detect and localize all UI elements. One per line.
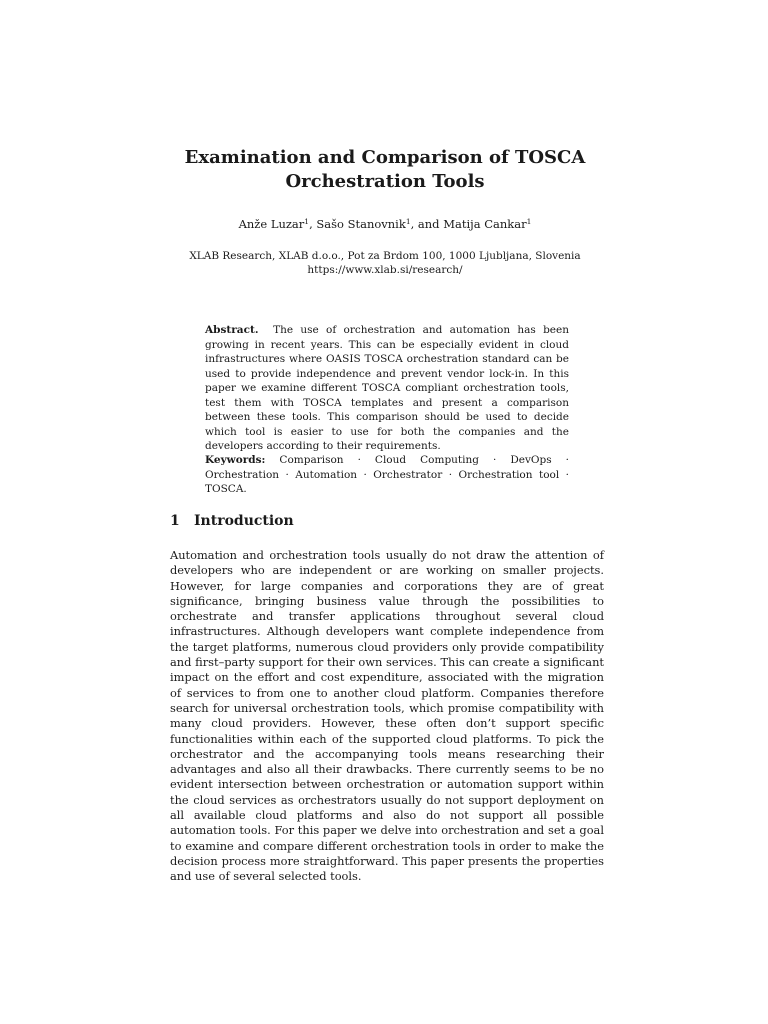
section-number: 1: [170, 513, 180, 529]
section-title: Introduction: [194, 513, 294, 529]
author-separator: , and: [410, 217, 444, 231]
keywords-label: Keywords:: [205, 454, 266, 466]
keywords: [205, 453, 569, 497]
author-name: Sašo Stanovnik: [316, 217, 406, 231]
section-body: Automation and orchestration tools usually do not draw the attention of developers who are independent or are working on smaller projects. However, for large companies and corporations they are of great significance, bringing business value through the possibilities to orchestrate and transfer applications throughout several cloud infrastructures. Although developers want complete independence from the target platforms, numerous cloud providers only provide compatibility and first–party support for their own services. This can create a significant impact on the effort and cost expenditure, associated with the migration of services to from one to another cloud platform. Companies therefore search for universal orchestration tools, which promise compatibility with many cloud providers. However, these often don’t support specific functionalities within each of the supported cloud platforms. To pick the orchestrator and the accompanying tools means researching their advantages and also all their drawbacks. There currently seems to be no evident intersection between orchestration or automation support within the cloud services as orchestrators usually do not support deployment on all available cloud platforms and also do not support all possible automation tools. For this paper we delve into orchestration and set a goal to examine and compare different orchestration tools in order to make the decision process more straightforward. This paper presents the properties and use of several selected tools.: [170, 548, 604, 884]
author-affiliation-mark: 1: [405, 217, 411, 226]
abstract: [205, 323, 569, 454]
paper-title: [140, 146, 630, 194]
author-name: Matija Cankar: [443, 217, 527, 231]
author-separator: ,: [309, 217, 317, 231]
affiliation-block: [120, 249, 650, 277]
section-heading: [170, 511, 294, 531]
author-name: Anže Luzar: [238, 217, 305, 231]
keywords-text: Comparison · Cloud Computing · DevOps · Orchestration · Automation · Orchestrator · Orchestration tool · TOSCA.: [205, 454, 569, 495]
affiliation-url: https://www.xlab.si/research/: [307, 264, 463, 276]
title-line-2: Orchestration Tools: [285, 171, 485, 192]
author-affiliation-mark: 1: [304, 217, 310, 226]
author-list: [140, 217, 630, 232]
abstract-text: The use of orchestration and automation has been growing in recent years. This can be especially evident in cloud infrastructures where OASIS TOSCA orchestration standard can be used to provide independence and prevent vendor lock-in. In this paper we examine different TOSCA compliant orchestration tools, test them with TOSCA templates and present a comparison between these tools. This comparison should be used to decide which tool is easier to use for both the companies and the developers according to their requirements.: [205, 324, 569, 452]
title-line-1: Examination and Comparison of TOSCA: [184, 147, 586, 168]
author-affiliation-mark: 1: [526, 217, 532, 226]
abstract-label: Abstract.: [205, 324, 259, 336]
affiliation-address: XLAB Research, XLAB d.o.o., Pot za Brdom 100, 1000 Ljubljana, Slovenia: [189, 250, 581, 262]
